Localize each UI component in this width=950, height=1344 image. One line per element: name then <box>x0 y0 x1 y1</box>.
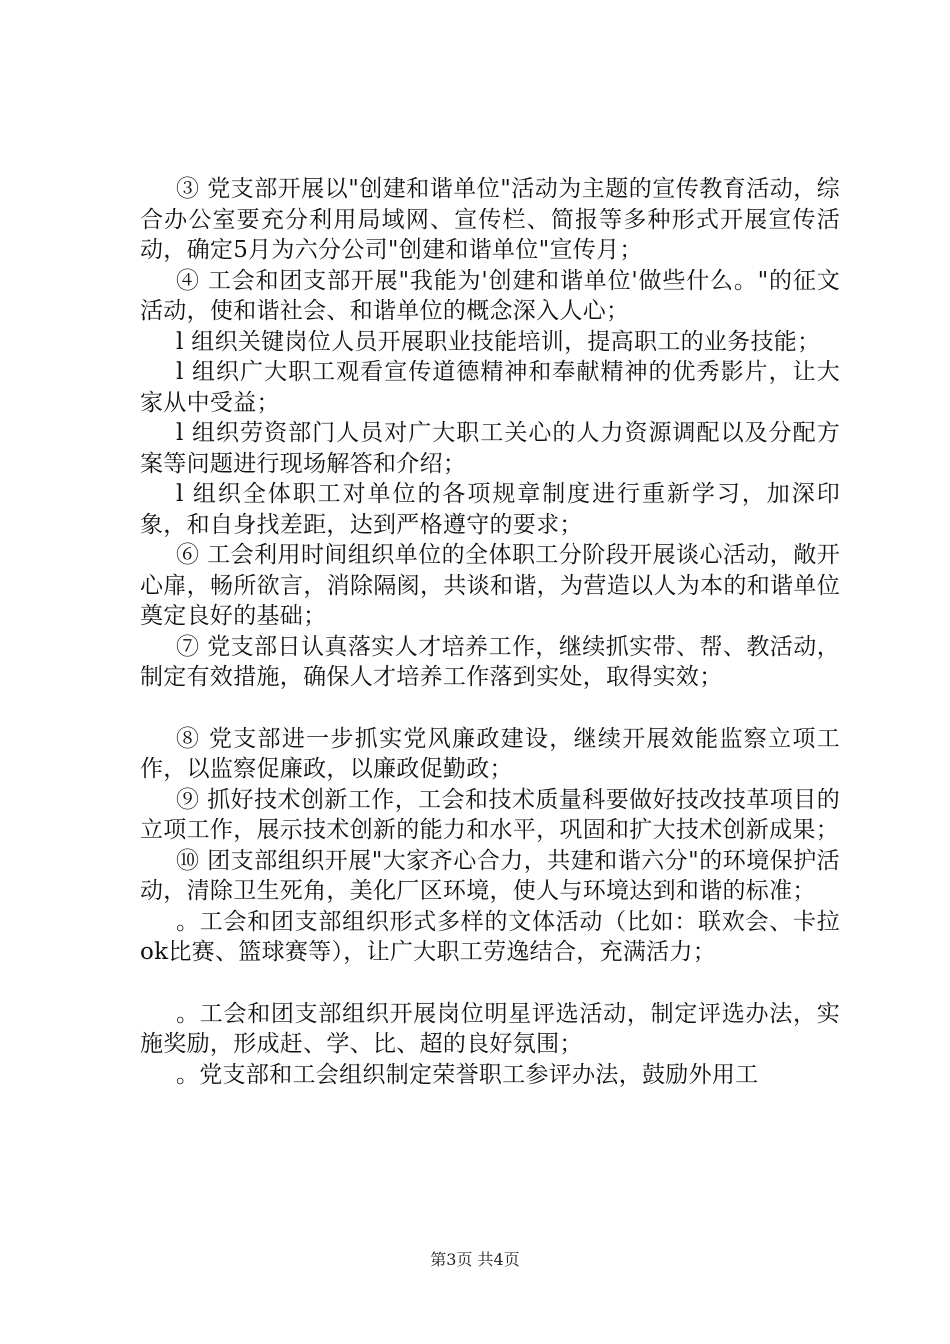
document-body <box>140 174 840 1090</box>
paragraph-8: ⑧ 党支部进一步抓实党风廉政建设，继续开展效能监察立项工作，以监察促廉政，以廉政促勤政； <box>140 725 840 782</box>
paragraph-10: ⑩ 团支部组织开展"大家齐心合力，共建和谐六分"的环境保护活动，清除卫生死角，美化厂区环境，使人与环境达到和谐的标准； <box>140 847 840 904</box>
paragraph-l-2: l 组织广大职工观看宣传道德精神和奉献精神的优秀影片，让大家从中受益； <box>140 359 840 416</box>
paragraph-l-4: l 组织全体职工对单位的各项规章制度进行重新学习，加深印象，和自身找差距，达到严格遵守的要求； <box>140 481 840 538</box>
paragraph-star-selection: 。工会和团支部组织开展岗位明星评选活动，制定评选办法，实施奖励，形成赶、学、比、超的良好氛围； <box>140 1000 840 1057</box>
paragraph-9: ⑨ 抓好技术创新工作，工会和技术质量科要做好技改技革项目的立项工作，展示技术创新的能力和水平，巩固和扩大技术创新成果； <box>140 786 840 843</box>
paragraph-6: ⑥ 工会利用时间组织单位的全体职工分阶段开展谈心活动，敞开心扉，畅所欲言，消除隔阂，共谈和谐，为营造以人为本的和谐单位奠定良好的基础； <box>140 542 840 629</box>
page-footer <box>0 1247 950 1270</box>
paragraph-l-1: l 组织关键岗位人员开展职业技能培训，提高职工的业务技能； <box>176 328 821 355</box>
paragraph-l-3: l 组织劳资部门人员对广大职工关心的人力资源调配以及分配方案等问题进行现场解答和介绍； <box>140 420 840 477</box>
paragraph-sports-activities: 。工会和团支部组织形式多样的文体活动（比如：联欢会、卡拉ok比赛、篮球赛等），让广大职工劳逸结合，充满活力； <box>140 908 840 965</box>
paragraph-7: ⑦ 党支部日认真落实人才培养工作，继续抓实带、帮、教活动，制定有效措施，确保人才培养工作落到实处，取得实效； <box>140 633 840 690</box>
paragraph-honor-staff: 。党支部和工会组织制定荣誉职工参评办法，鼓励外用工 <box>176 1061 759 1088</box>
paragraph-4: ④ 工会和团支部开展"我能为'创建和谐单位'做些什么。"的征文活动，使和谐社会、和谐单位的概念深入人心； <box>140 267 840 324</box>
paragraph-3: ③ 党支部开展以"创建和谐单位"活动为主题的宣传教育活动，综合办公室要充分利用局域网、宣传栏、简报等多种形式开展宣传活动，确定5月为六分公司"创建和谐单位"宣传月； <box>140 176 840 263</box>
page-number: 第3页 共4页 <box>430 1250 520 1269</box>
